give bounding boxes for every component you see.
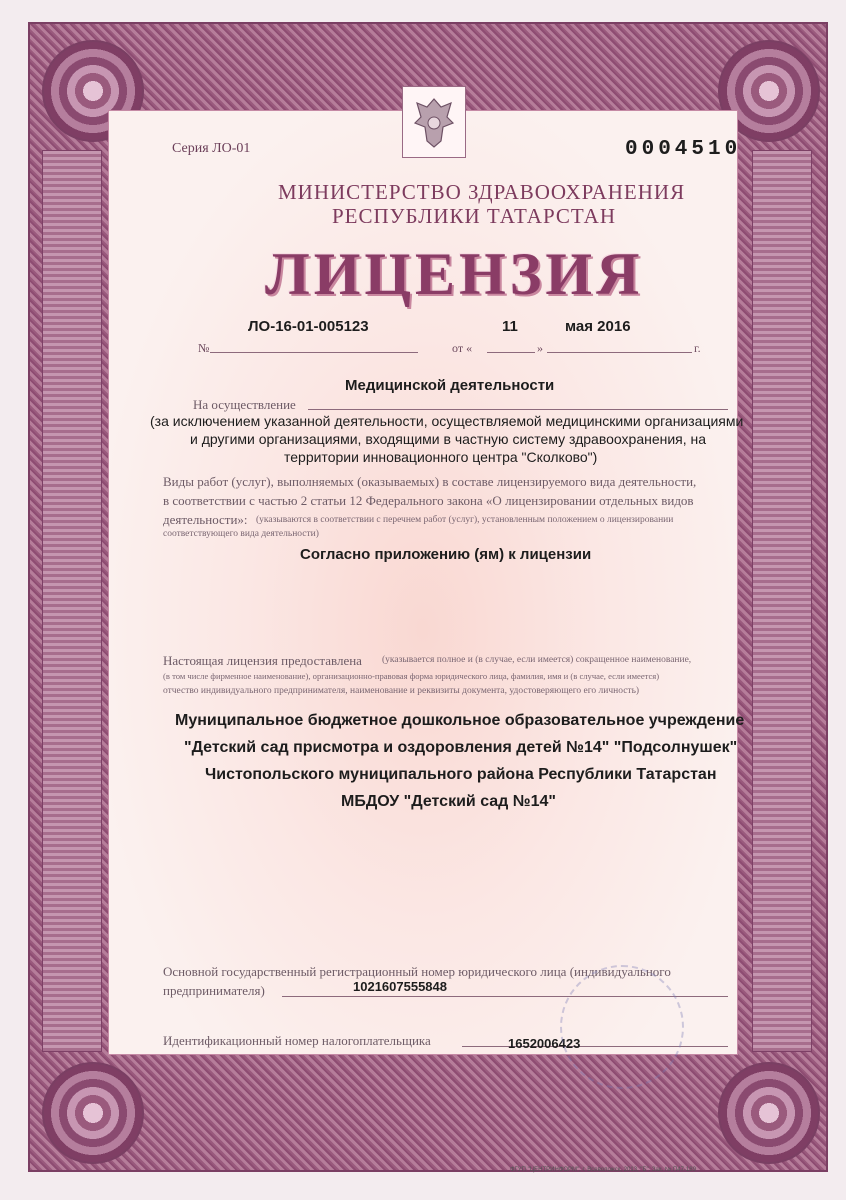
inn-label: Идентификационный номер налогоплательщика [163,1033,431,1048]
holder-hint-1: (указывается полное и (в случае, если имеется) сокращенное наименование, [382,655,692,665]
works-hint-1: (указываются в соответствии с перечнем работ (услуг), установленным положением о лицензировании [256,515,674,525]
coat-of-arms-emblem [402,86,466,158]
document-title: ЛИЦЕНЗИЯ [265,241,644,307]
corner-rosette-bottom-left [42,1062,144,1164]
date-month-year: мая 2016 [565,318,631,335]
holder-name-4: МБДОУ "Детский сад №14" [341,793,556,810]
right-border-band [752,150,812,1052]
ministry-line-2: РЕСПУБЛИКИ ТАТАРСТАН [332,204,617,228]
date-day: 11 [502,318,518,335]
license-no-line [210,352,418,353]
activity-note-2: и другими организациями, входящими в частную систему здравоохранения, на [190,431,707,447]
works-line-2: в соответствии с частью 2 статьи 12 Федерального закона «О лицензировании отдельных видов [163,493,694,508]
form-number: 0004510 [625,138,742,161]
license-no-label: № [198,341,210,355]
holder-hint-2: (в том числе фирменное наименование), организационно-правовая форма юридического лица, фамилия, имя и (в случае, если имеется) [163,671,660,681]
holder-name-2: "Детский сад присмотра и оздоровления детей №14" "Подсолнушек" [184,739,738,756]
date-from-label: от « [452,341,473,355]
works-line-1: Виды работ (услуг), выполняемых (оказываемых) в составе лицензируемого вида деятельности, [163,474,697,489]
ogrn-label-2: предпринимателя) [163,983,265,998]
holder-name-1: Муниципальное бюджетное дошкольное образовательное учреждение [175,712,745,729]
faint-stamp [560,965,684,1089]
activity-label: На осуществление [193,397,296,412]
date-month-line [547,352,692,353]
activity-note-3: территории инновационного центра "Сколково") [284,449,598,465]
inn-value: 1652006423 [508,1036,581,1051]
corner-rosette-bottom-right [718,1062,820,1164]
holder-hint-3: отчество индивидуального предпринимателя, наименование и реквизиты документа, удостоверяющего его личность) [163,686,640,696]
printer-imprint: ФГУП "ЦЕНТРИНФОРМ", г. Всеволожск, 2013, "Б". Зак. № П47-189 [510,1167,696,1173]
activity-line [308,409,728,410]
double-headed-eagle-icon [411,93,457,151]
activity-note-1: (за исключением указанной деятельности, осуществляемой медицинскими организациями [150,413,744,429]
works-hint-2: соответствующего вида деятельности) [163,529,319,539]
date-end-label: г. [694,341,701,355]
ogrn-value: 1021607555848 [353,979,447,994]
activity-value: Медицинской деятельности [345,377,555,394]
date-day-line [487,352,535,353]
date-mid-label: » [537,341,543,355]
works-value: Согласно приложению (ям) к лицензии [300,546,592,563]
holder-label: Настоящая лицензия предоставлена [163,653,362,668]
series-label: Серия ЛО-01 [172,141,251,156]
works-line-3: деятельности»: [163,512,248,527]
ogrn-label-1: Основной государственный регистрационный номер юридического лица (индивидуального [163,964,671,979]
license-number: ЛО-16-01-005123 [248,318,369,335]
holder-name-3: Чистопольского муниципального района Республики Татарстан [205,766,717,783]
ministry-line-1: МИНИСТЕРСТВО ЗДРАВООХРАНЕНИЯ [278,180,686,204]
left-border-band [42,150,102,1052]
